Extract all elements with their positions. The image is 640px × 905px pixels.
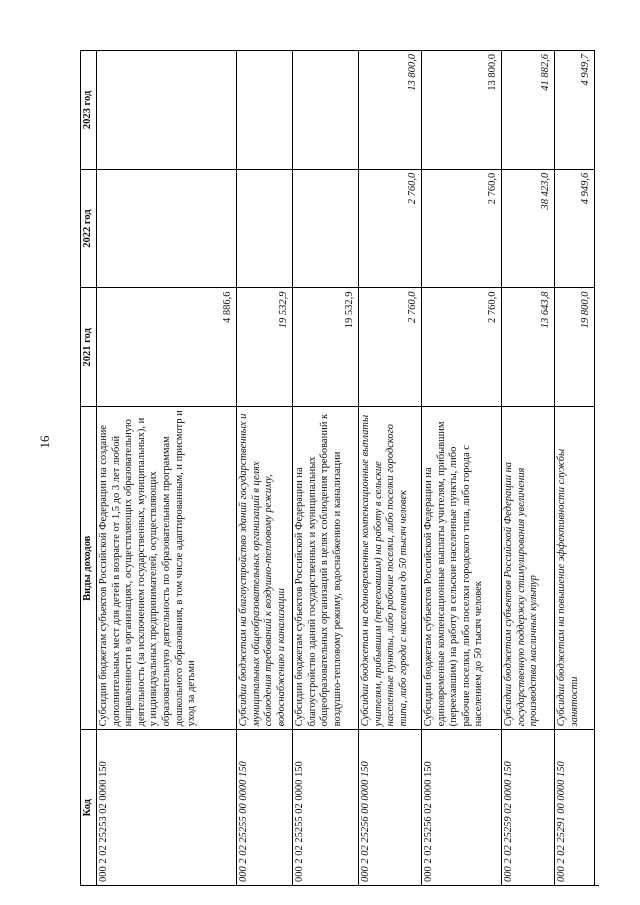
table-row [555, 50, 595, 885]
row-code: 000 2 02 25255 00 0000 150 [237, 729, 292, 885]
row-name: Субсидии бюджетам субъектов Российской Федерации на единовременные компенсационные выплаты учителям, прибывшим (переехавшим) на работу в сельские населенные пункты, либо рабочие поселки, либо поселки городского типа, либо города с населением до 50 тысяч человек [422, 406, 501, 729]
row-name: Субсидии бюджетам на благоустройство зданий государственных и муниципальных общеобразовательных организаций в целях соблюдения требований к воздушно-тепловому режиму, водоснабжению и канализации [237, 406, 292, 729]
table-row [502, 50, 555, 885]
row-name: Субсидии бюджетам субъектов Российской Федерации на создание дополнительных мест для детей в возрасте от 1,5 до 3 лет любой направленности в организациях, осуществляющих образовательную деятельность (за исключением государственных, муниципальных), и у индивидуальных предпринимателей, осуществляющих образовательную деятельность по образовательным программам дошкольного образования, в том числе адаптированным, и присмотр и уход за детьми [97, 406, 236, 729]
value-text: 2 760,0 [407, 172, 419, 205]
page-number: 16 [37, 435, 52, 449]
row-name: Субсидии бюджетам на повышение эффективности службы занятости [555, 406, 594, 729]
value-text: 41 882,6 [540, 54, 552, 91]
row-value-2022 [422, 169, 501, 288]
row-value-2023 [502, 50, 554, 169]
row-value-2022 [502, 169, 554, 288]
value-text: 4 949,6 [580, 172, 592, 205]
header-2021: 2021 год [81, 287, 96, 406]
header-revenue-type: Виды доходов [81, 406, 96, 729]
row-name: Субсидии бюджетам субъектов Российской Федерации на благоустройство зданий государственных и муниципальных общеобразовательных организаций в целях соблюдения требований к воздушно-тепловому режиму, водоснабжению и канализации [293, 406, 358, 729]
row-value-2021 [422, 287, 501, 406]
value-text: 19 532,9 [278, 291, 290, 329]
table-row [359, 50, 422, 885]
table-row [237, 50, 293, 885]
value-text: 13 800,0 [407, 54, 419, 91]
row-value-2022 [237, 169, 292, 288]
rotated-page-area [80, 50, 599, 886]
value-text: 19 800,0 [580, 291, 592, 329]
row-value-2023 [97, 50, 236, 169]
row-value-2022 [359, 169, 421, 288]
value-text: 2 760,0 [407, 291, 419, 323]
row-code: 000 2 02 25253 02 0000 150 [97, 729, 236, 885]
value-text: 38 423,0 [540, 172, 552, 210]
row-name: Субсидии бюджетам субъектов Российской Федерации на государственную поддержку стимулирования увеличения производства масличных культур [502, 406, 554, 729]
table-row [422, 50, 502, 885]
revenue-table [80, 50, 599, 886]
row-code: 000 2 02 25256 00 0000 150 [359, 729, 421, 885]
table-header-row [81, 50, 97, 885]
table-row [97, 50, 237, 885]
header-code: Код [81, 729, 96, 885]
value-text: 4 949,7 [580, 54, 592, 86]
row-value-2023 [237, 50, 292, 169]
row-value-2022 [97, 169, 236, 288]
row-value-2021 [97, 287, 236, 406]
table-row [293, 50, 359, 885]
value-text: 2 760,0 [487, 172, 499, 205]
row-value-2022 [293, 169, 358, 288]
value-text: 4 886,6 [222, 291, 234, 323]
value-text: 13 800,0 [487, 54, 499, 91]
row-code: 000 2 02 25259 02 0000 150 [502, 729, 554, 885]
header-2023: 2023 год [81, 50, 96, 169]
row-value-2023 [555, 50, 594, 169]
row-value-2023 [422, 50, 501, 169]
row-value-2023 [293, 50, 358, 169]
row-value-2021 [293, 287, 358, 406]
value-text: 2 760,0 [487, 291, 499, 323]
row-value-2021 [555, 287, 594, 406]
value-text: 19 532,9 [344, 291, 356, 329]
row-code: 000 2 02 25256 02 0000 150 [422, 729, 501, 885]
row-value-2021 [237, 287, 292, 406]
header-2022: 2022 год [81, 169, 96, 288]
value-text: 13 643,8 [540, 291, 552, 329]
row-value-2021 [502, 287, 554, 406]
row-value-2022 [555, 169, 594, 288]
row-value-2023 [359, 50, 421, 169]
row-code: 000 2 02 25291 00 0000 150 [555, 729, 594, 885]
row-code: 000 2 02 25255 02 0000 150 [293, 729, 358, 885]
row-name: Субсидии бюджетам на единовременные компенсационные выплаты учителям, прибывшим (переехавшим) на работу в сельские населенные пункты, либо рабочие поселки, либо поселки городского типа, либо города с населением до 50 тысяч человек [359, 406, 421, 729]
row-value-2021 [359, 287, 421, 406]
